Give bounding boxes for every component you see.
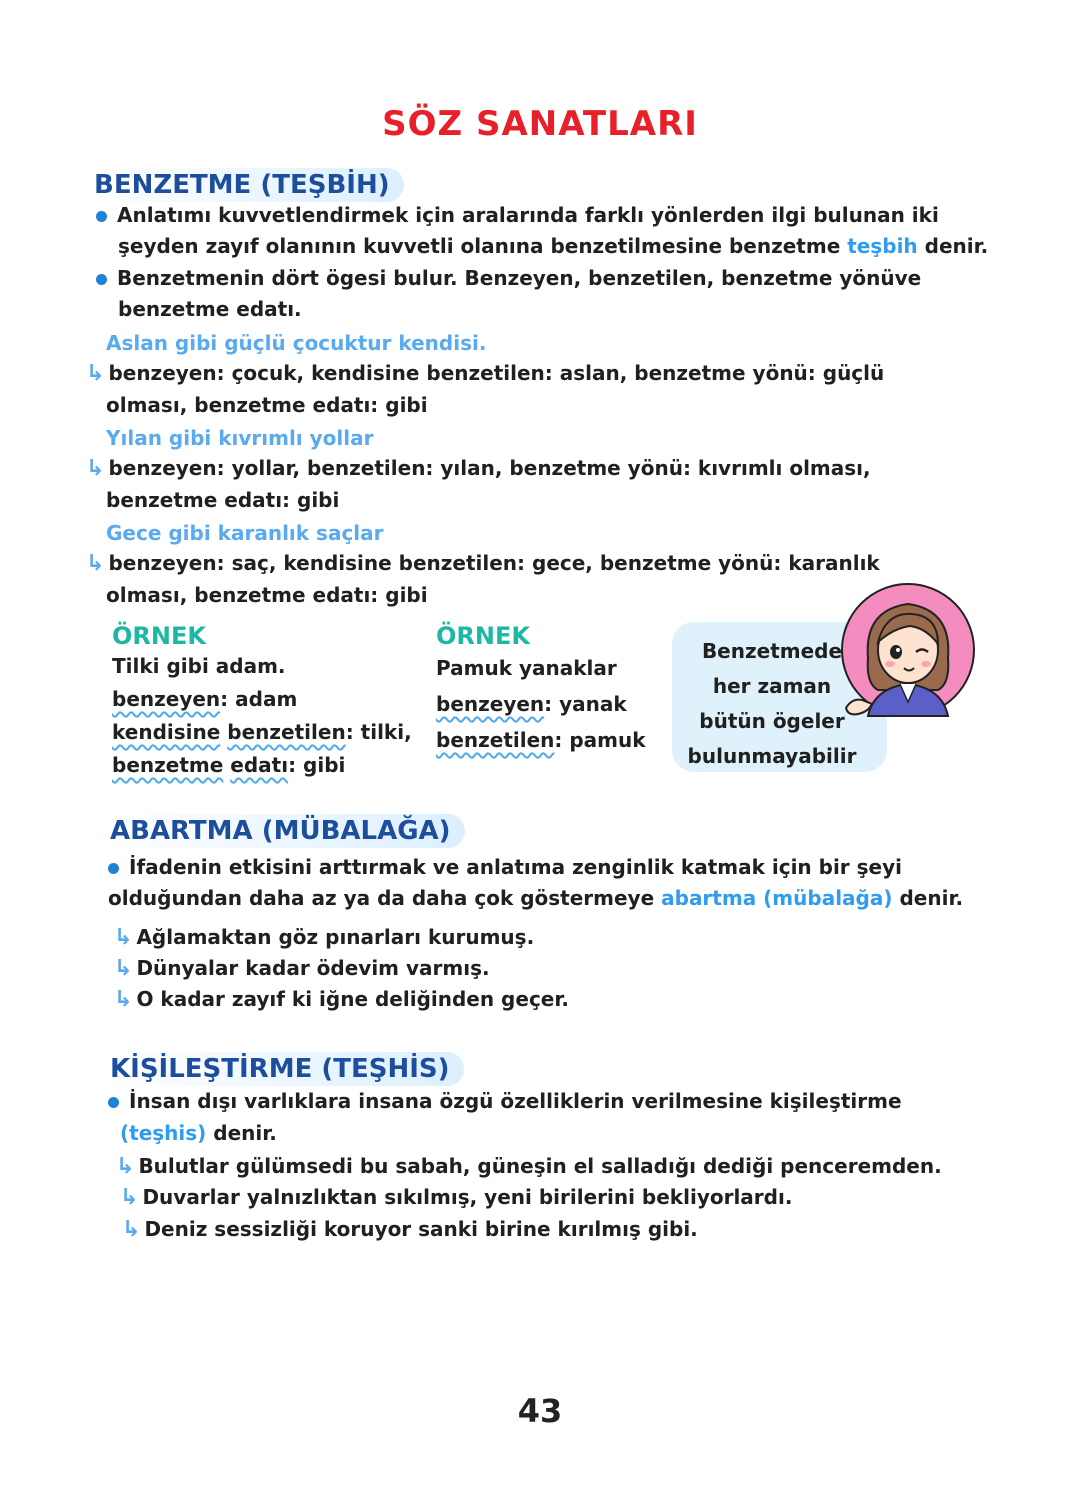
corner-arrow-icon: ↳	[122, 1217, 141, 1242]
section-heading-kisilestirme: KİŞİLEŞTİRME (TEŞHİS)	[104, 1052, 464, 1086]
bullet-dot-icon	[108, 863, 119, 874]
example-analysis: ↳ benzeyen: çocuk, kendisine benzetilen: aslan, benzetme yönü: güçlü	[86, 358, 884, 389]
kisilestirme-example: ↳ Duvarlar yalnızlıktan sıkılmış, yeni birilerini bekliyorlardı.	[120, 1182, 792, 1213]
bullet-dot-icon	[108, 1097, 119, 1108]
kisilestirme-example: ↳ Bulutlar gülümsedi bu sabah, güneşin el salladığı dediği penceremden.	[116, 1151, 942, 1182]
corner-arrow-icon: ↳	[120, 1185, 139, 1210]
ornek-line: Pamuk yanaklar	[436, 656, 617, 680]
example-sentence: Yılan gibi kıvrımlı yollar	[106, 426, 374, 450]
ornek-box-2	[436, 622, 646, 758]
abartma-example: ↳ Dünyalar kadar ödevim varmış.	[114, 953, 490, 984]
benzetme-bullet-2-cont: benzetme edatı.	[118, 297, 302, 321]
benzetme-bullet-1-cont: şeyden zayıf olanının kuvvetli olanına benzetilmesine benzetme teşbih denir.	[118, 234, 989, 258]
girl-avatar-icon	[838, 580, 978, 720]
ornek-box-1	[112, 622, 412, 782]
ornek-line: Tilki gibi adam.	[112, 654, 286, 678]
example-analysis-cont: benzetme edatı: gibi	[106, 488, 340, 512]
corner-arrow-icon: ↳	[116, 1154, 135, 1179]
section-heading-abartma: ABARTMA (MÜBALAĞA)	[104, 814, 465, 848]
keyword-teshis: (teşhis)	[120, 1121, 207, 1145]
example-sentence: Gece gibi karanlık saçlar	[106, 521, 384, 545]
section-heading-benzetme: BENZETME (TEŞBİH)	[88, 168, 404, 202]
abartma-example: ↳ Ağlamaktan göz pınarları kurumuş.	[114, 922, 534, 953]
keyword-tesbih: teşbih	[847, 234, 918, 258]
ornek-title: ÖRNEK	[436, 622, 530, 650]
ornek-title: ÖRNEK	[112, 622, 206, 650]
example-sentence: Aslan gibi güçlü çocuktur kendisi.	[106, 331, 487, 355]
ornek-line: benzetme edatı: gibi	[112, 753, 346, 777]
example-analysis-cont: olması, benzetme edatı: gibi	[106, 583, 428, 607]
abartma-example: ↳ O kadar zayıf ki iğne deliğinden geçer.	[114, 984, 569, 1015]
bullet-dot-icon	[96, 211, 107, 222]
example-analysis-cont: olması, benzetme edatı: gibi	[106, 393, 428, 417]
ornek-line: benzetilen: pamuk	[436, 728, 646, 752]
bullet-dot-icon	[96, 274, 107, 285]
corner-arrow-icon: ↳	[114, 956, 133, 981]
abartma-bullet: İfadenin etkisini arttırmak ve anlatıma zenginlik katmak için bir şeyi	[108, 852, 902, 883]
kisilestirme-bullet: İnsan dışı varlıklara insana özgü özelliklerin verilmesine kişileştirme	[108, 1086, 902, 1117]
page-title: SÖZ SANATLARI	[382, 104, 698, 144]
ornek-line: benzeyen: adam	[112, 687, 298, 711]
benzetme-bullet-2: Benzetmenin dört ögesi bulur. Benzeyen, benzetilen, benzetme yönüve	[96, 263, 921, 294]
curved-arrow-icon: ↳	[86, 456, 105, 481]
kisilestirme-example: ↳ Deniz sessizliği koruyor sanki birine kırılmış gibi.	[122, 1214, 698, 1245]
curved-arrow-icon: ↳	[86, 361, 105, 386]
example-analysis: ↳ benzeyen: saç, kendisine benzetilen: gece, benzetme yönü: karanlık	[86, 548, 880, 579]
abartma-bullet-cont: olduğundan daha az ya da daha çok göstermeye abartma (mübalağa) denir.	[108, 886, 964, 910]
ornek-line: kendisine benzetilen: tilki,	[112, 720, 412, 744]
kisilestirme-bullet-cont: (teşhis) denir.	[120, 1121, 277, 1145]
page-number: 43	[517, 1392, 563, 1430]
curved-arrow-icon: ↳	[86, 551, 105, 576]
example-analysis: ↳ benzeyen: yollar, benzetilen: yılan, benzetme yönü: kıvrımlı olması,	[86, 453, 871, 484]
benzetme-bullet-1: Anlatımı kuvvetlendirmek için aralarında farklı yönlerden ilgi bulunan iki	[96, 200, 939, 231]
ornek-line: benzeyen: yanak	[436, 692, 627, 716]
corner-arrow-icon: ↳	[114, 925, 133, 950]
keyword-abartma: abartma (mübalağa)	[661, 886, 893, 910]
callout-text: Benzetmede her zaman bütün ögeler bulunmayabilir	[687, 639, 857, 768]
corner-arrow-icon: ↳	[114, 987, 133, 1012]
